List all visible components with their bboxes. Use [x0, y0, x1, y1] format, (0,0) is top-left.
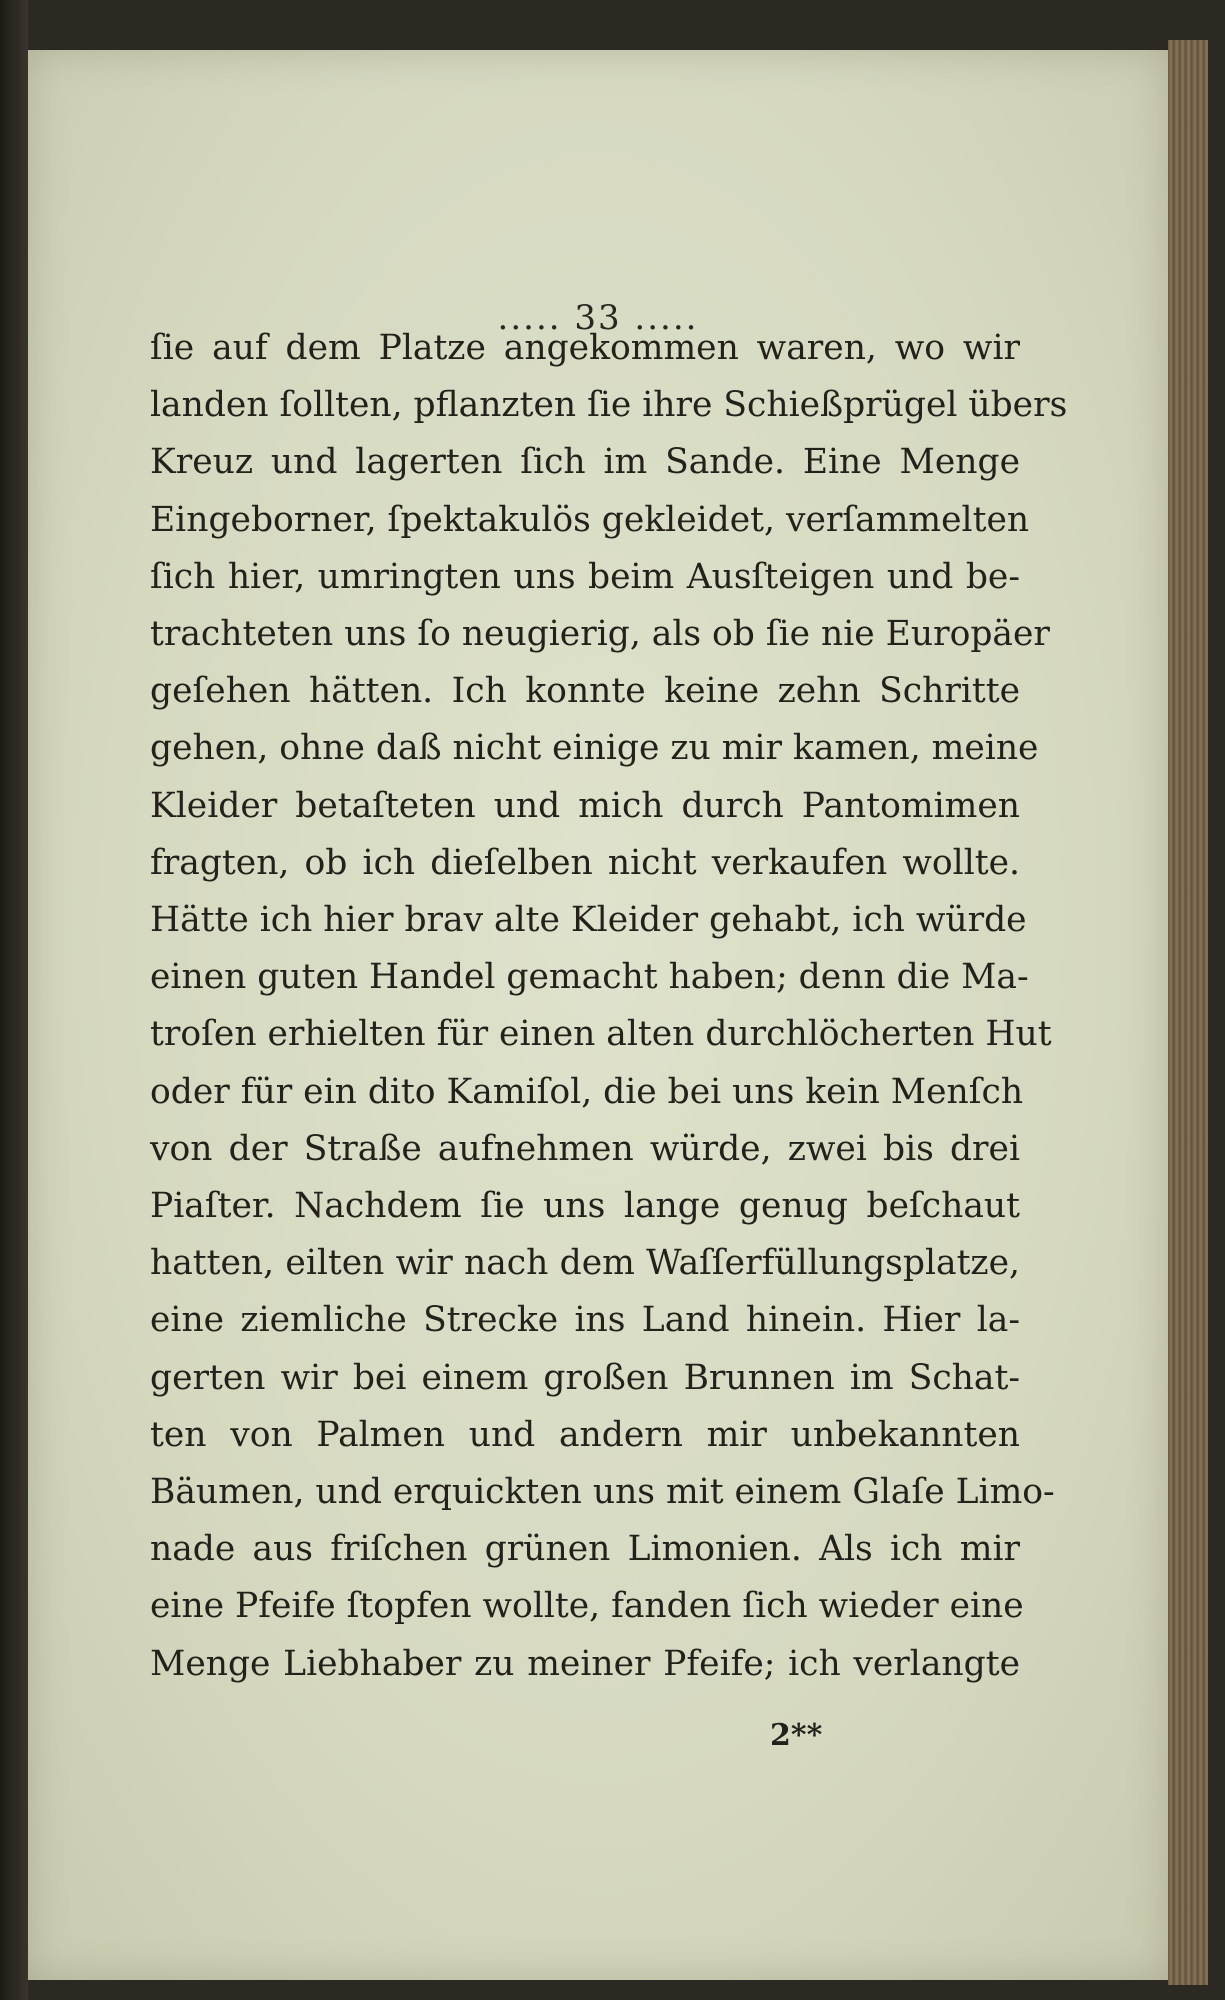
text-line: fragten, ob ich dieſelben nicht verkaufen wollte.	[150, 842, 1020, 883]
text-line: ſich hier, umringten uns beim Ausſteigen und be-	[150, 556, 1020, 597]
text-line: oder für ein dito Kamiſol, die bei uns kein Menſch	[150, 1071, 1024, 1112]
text-line: von der Straße aufnehmen würde, zwei bis drei	[150, 1128, 1020, 1169]
text-line: ſie auf dem Platze angekommen waren, wo wir	[150, 328, 1020, 368]
body-text	[150, 320, 1068, 1693]
page-edges	[1168, 40, 1208, 1985]
text-line: nade aus friſchen grünen Limonien. Als ich mir	[150, 1529, 1020, 1570]
text-line: Bäumen, und erquickten uns mit einem Glaſe Limo-	[150, 1472, 1055, 1513]
text-line: ten von Palmen und andern mir unbekannten	[150, 1414, 1020, 1455]
text-line: hatten, eilten wir nach dem Waſſerfüllungsplatze,	[150, 1243, 1020, 1284]
text-line: Piaſter. Nachdem ſie uns lange genug beſchaut	[150, 1186, 1020, 1227]
signature-mark: 2**	[770, 1718, 823, 1753]
text-line: Kleider betaſteten und mich durch Pantomimen	[150, 785, 1020, 826]
text-line: eine ziemliche Strecke ins Land hinein. Hier la-	[150, 1300, 1020, 1341]
text-line: einen guten Handel gemacht haben; denn die Ma-	[150, 957, 1029, 998]
book-gutter	[0, 0, 28, 2000]
text-line: Hätte ich hier brav alte Kleider gehabt, ich würde	[150, 900, 1027, 941]
text-line: troſen erhielten für einen alten durchlöcherten Hut	[150, 1014, 1052, 1055]
text-line: Kreuz und lagerten ſich im Sande. Eine Menge	[150, 442, 1020, 483]
text-line: landen ſollten, pflanzten ſie ihre Schießprügel übers	[150, 385, 1068, 426]
text-line: geſehen hätten. Ich konnte keine zehn Schritte	[150, 671, 1020, 712]
text-line: trachteten uns ſo neugierig, als ob ſie nie Europäer	[150, 614, 1050, 655]
text-line: gehen, ohne daß nicht einige zu mir kamen, meine	[150, 728, 1039, 769]
text-line: Eingeborner, ſpektakulös gekleidet, verſammelten	[150, 499, 1030, 540]
text-line: gerten wir bei einem großen Brunnen im Schat-	[150, 1357, 1020, 1398]
page-header: ..... 33 .....	[497, 298, 699, 338]
text-line: Menge Liebhaber zu meiner Pfeife; ich verlangte	[150, 1643, 1020, 1684]
text-line: eine Pfeife ſtopfen wollte, fanden ſich wieder eine	[150, 1586, 1024, 1627]
